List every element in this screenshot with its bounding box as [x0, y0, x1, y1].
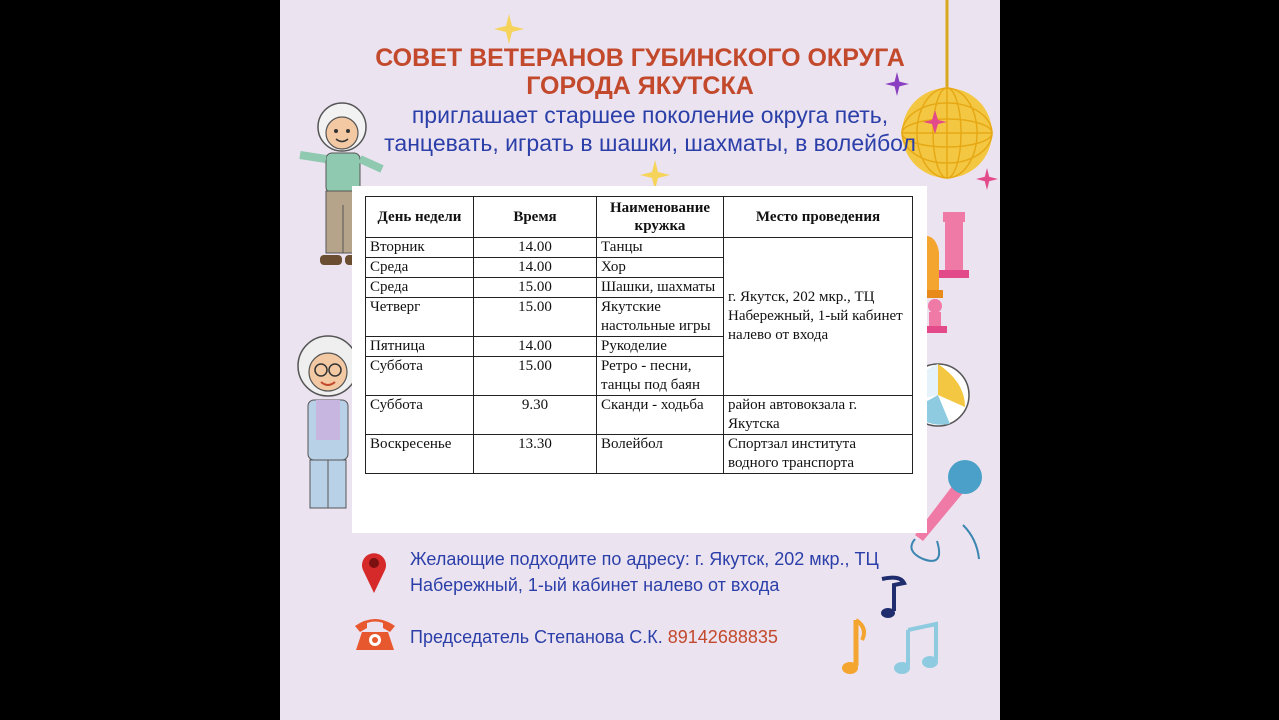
table-row: [366, 435, 913, 474]
cell-time: 14.00: [474, 238, 597, 258]
cell-name: Хор: [597, 258, 724, 278]
cell-day: Суббота: [366, 396, 474, 435]
cell-day: Среда: [366, 278, 474, 298]
cell-name: Сканди - ходьба: [597, 396, 724, 435]
cell-name: Рукоделие: [597, 337, 724, 357]
cell-time: 15.00: [474, 357, 597, 396]
header-day: День недели: [366, 197, 474, 238]
page-title-line1: СОВЕТ ВЕТЕРАНОВ ГУБИНСКОГО ОКРУГА: [375, 44, 905, 72]
header-time: Время: [474, 197, 597, 238]
cell-day: Вторник: [366, 238, 474, 258]
chairman-line: [410, 624, 930, 650]
telephone-icon: [352, 614, 398, 652]
cell-time: 13.30: [474, 435, 597, 474]
cell-day: Среда: [366, 258, 474, 278]
sparkle-icon: [494, 14, 524, 44]
cell-name: Волейбол: [597, 435, 724, 474]
cell-time: 15.00: [474, 298, 597, 337]
header-place: Место проведения: [724, 197, 913, 238]
cell-time: 14.00: [474, 337, 597, 357]
cell-time: 9.30: [474, 396, 597, 435]
cell-place: Спортзал института водного транспорта: [724, 435, 913, 474]
cell-place-shared: г. Якутск, 202 мкр., ТЦ Набережный, 1-ый кабинет налево от входа: [724, 238, 913, 396]
schedule-panel: [352, 186, 927, 533]
cell-day: Суббота: [366, 357, 474, 396]
phone-number[interactable]: 89142688835: [667, 627, 778, 647]
cell-place: район автовокзала г. Якутска: [724, 396, 913, 435]
cell-name: Якутские настольные игры: [597, 298, 724, 337]
cell-name: Танцы: [597, 238, 724, 258]
cell-name: Шашки, шахматы: [597, 278, 724, 298]
address-text: Желающие подходите по адресу: г. Якутск, 202 мкр., ТЦ Набережный, 1-ый кабинет налево от входа: [410, 549, 879, 595]
table-row: [366, 238, 913, 258]
cell-day: Воскресенье: [366, 435, 474, 474]
schedule-table: [365, 196, 913, 474]
cell-day: Четверг: [366, 298, 474, 337]
header-name: Наименование кружка: [597, 197, 724, 238]
page-subtitle: приглашает старшее поколение округа петь, танцевать, играть в шашки, шахматы, в волейбол: [384, 102, 916, 156]
cell-name: Ретро - песни, танцы под баян: [597, 357, 724, 396]
table-row: [366, 396, 913, 435]
poster: [280, 0, 1000, 720]
cell-time: 15.00: [474, 278, 597, 298]
page-title-line2: ГОРОДА ЯКУТСКА: [526, 72, 754, 100]
cell-time: 14.00: [474, 258, 597, 278]
cell-day: Пятница: [366, 337, 474, 357]
map-pin-icon: [360, 548, 388, 594]
chairman-text: Председатель Степанова С.К.: [410, 627, 668, 647]
